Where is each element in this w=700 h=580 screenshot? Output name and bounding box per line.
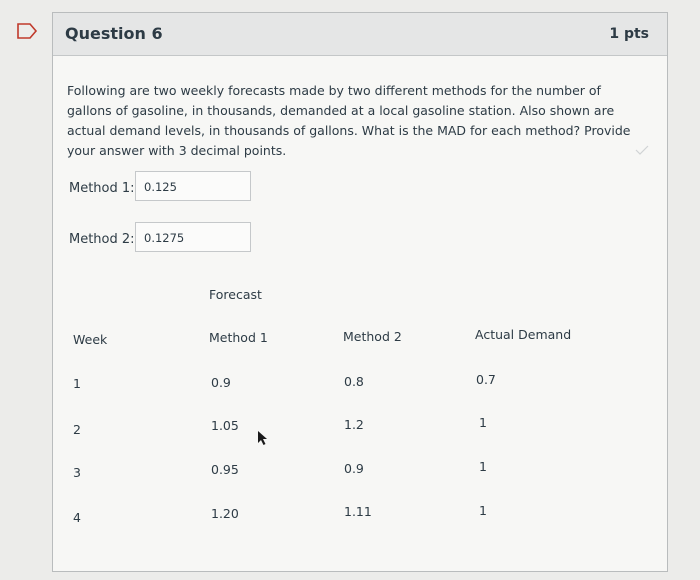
- check-mark-icon: [635, 140, 649, 150]
- col-header-week: Week: [73, 332, 108, 347]
- table-cell: 1.20: [211, 506, 239, 521]
- mouse-pointer-icon: [257, 430, 269, 446]
- table-cell: 4: [73, 510, 81, 525]
- table-cell: 1: [479, 459, 487, 474]
- flag-question-icon[interactable]: [16, 22, 38, 40]
- method-2-answer-input[interactable]: 0.1275: [135, 222, 251, 252]
- method-1-label: Method 1:: [69, 181, 135, 196]
- table-cell: 1.05: [211, 418, 239, 433]
- col-header-method-2: Method 2: [343, 329, 402, 344]
- table-cell: 1: [479, 503, 487, 518]
- question-title: Question 6: [65, 24, 163, 43]
- method-2-label: Method 2:: [69, 232, 135, 247]
- table-cell: 1: [479, 415, 487, 430]
- table-cell: 0.95: [211, 462, 239, 477]
- table-cell: 2: [73, 422, 81, 437]
- question-card: [52, 12, 668, 572]
- table-cell: 1: [73, 376, 81, 391]
- table-cell: 1.11: [344, 504, 372, 519]
- table-cell: 0.9: [344, 461, 364, 476]
- method-1-answer-input[interactable]: 0.125: [135, 171, 251, 201]
- table-cell: 1.2: [344, 417, 364, 432]
- question-points: 1 pts: [609, 26, 649, 42]
- question-text: Following are two weekly forecasts made by two different methods for the number of gallons of gasoline, in thousands, demanded at a local gasoline station. Also shown are actual demand levels, in thousands of gallons. What is the MAD for each method? Provide your answer with 3 decimal points.: [67, 83, 631, 158]
- forecast-group-header: Forecast: [209, 287, 262, 302]
- table-cell: 0.9: [211, 375, 231, 390]
- question-header: [53, 13, 667, 56]
- col-header-actual-demand: Actual Demand: [475, 327, 572, 342]
- table-cell: 0.7: [476, 372, 496, 387]
- col-header-method-1: Method 1: [209, 330, 268, 345]
- table-cell: 0.8: [344, 374, 364, 389]
- table-cell: 3: [73, 465, 81, 480]
